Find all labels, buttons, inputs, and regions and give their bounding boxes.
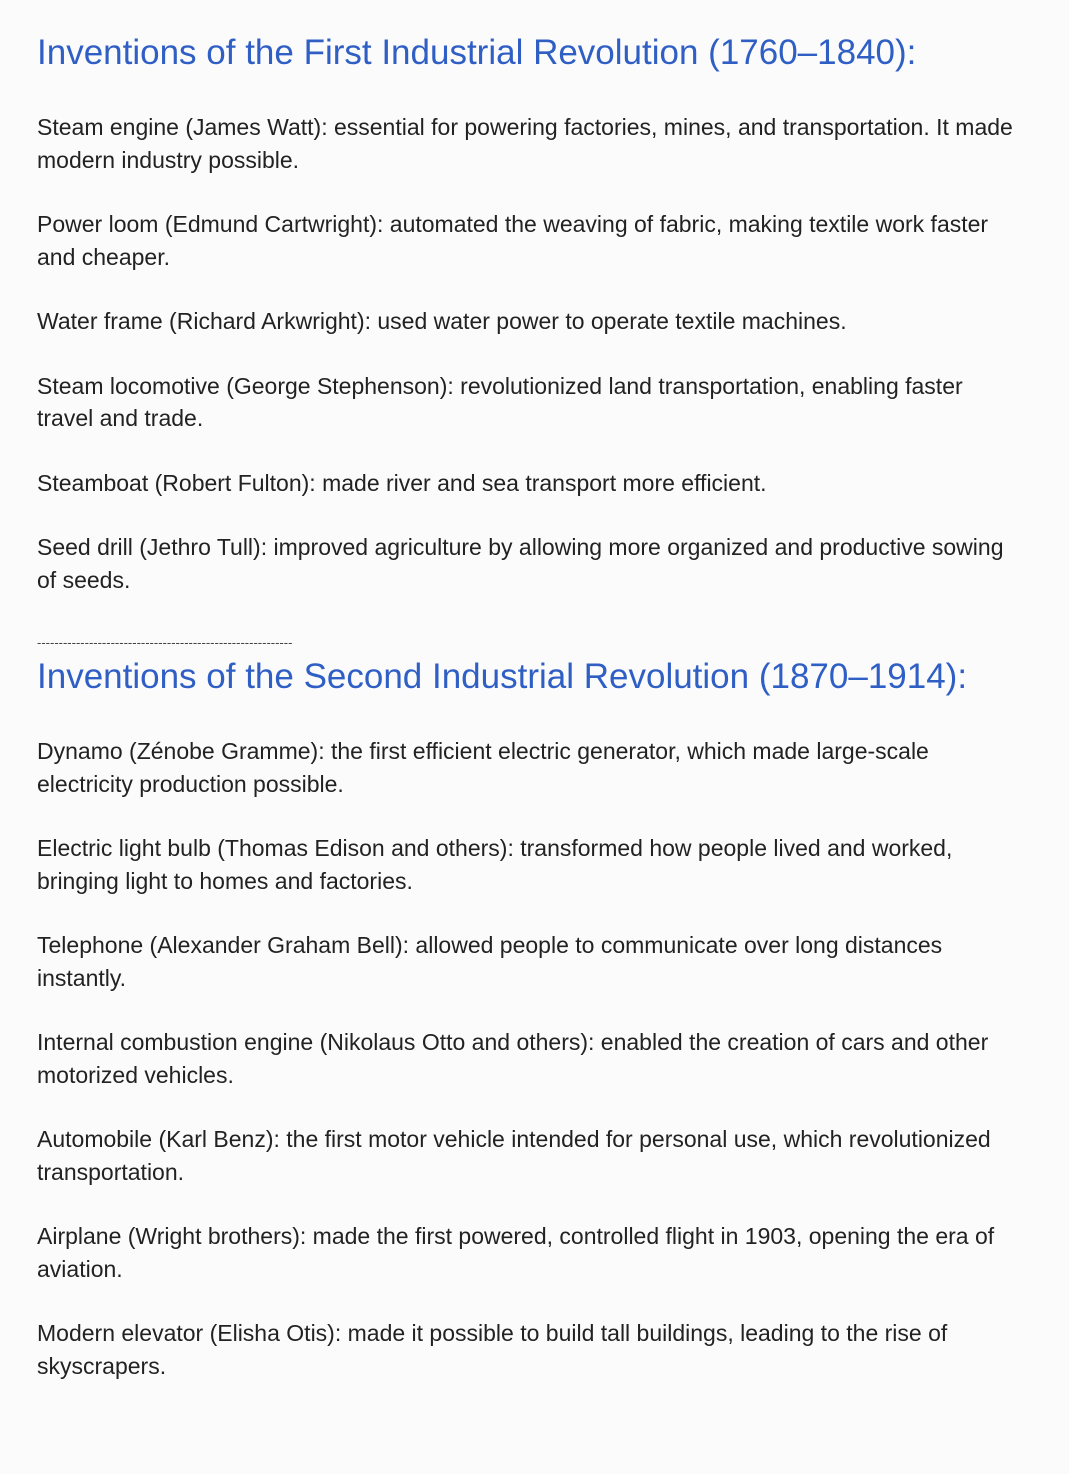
invention-item: Internal combustion engine (Nikolaus Otto and others): enabled the creation of cars and other motorized vehicles. <box>37 1029 989 1088</box>
invention-item: Steamboat (Robert Fulton): made river and sea transport more efficient. <box>37 469 767 496</box>
invention-item: Automobile (Karl Benz): the first motor vehicle intended for personal use, which revolutionized transportation. <box>37 1126 991 1185</box>
invention-item: Seed drill (Jethro Tull): improved agriculture by allowing more organized and productive sowing of seeds. <box>37 534 1004 593</box>
invention-item: Steam locomotive (George Stephenson): revolutionized land transportation, enabling faster travel and trade. <box>37 372 963 431</box>
second-revolution-list <box>37 735 1019 1382</box>
invention-item: Water frame (Richard Arkwright): used water power to operate textile machines. <box>37 308 847 334</box>
first-revolution-list <box>37 111 1019 596</box>
invention-item: Electric light bulb (Thomas Edison and others): transformed how people lived and worked, bringing light to homes and factories. <box>37 835 953 894</box>
invention-item: Telephone (Alexander Graham Bell): allowed people to communicate over long distances instantly. <box>37 932 943 991</box>
first-revolution-heading: Inventions of the First Industrial Revolution (1760–1840): <box>37 33 917 72</box>
invention-item: Steam engine (James Watt): essential for powering factories, mines, and transportation. It made modern industry possible. <box>37 114 1013 173</box>
invention-item: Dynamo (Zénobe Gramme): the first efficient electric generator, which made large-scale electricity production possible. <box>37 738 929 797</box>
invention-item: Power loom (Edmund Cartwright): automated the weaving of fabric, making textile work faster and cheaper. <box>37 211 989 270</box>
invention-item: Modern elevator (Elisha Otis): made it possible to build tall buildings, leading to the rise of skyscrapers. <box>37 1320 948 1379</box>
section-divider: ----------------------------------------------------------- <box>37 636 293 650</box>
second-revolution-heading: Inventions of the Second Industrial Revolution (1870–1914): <box>37 657 968 696</box>
invention-item: Airplane (Wright brothers): made the first powered, controlled flight in 1903, opening the era of aviation. <box>37 1223 995 1282</box>
